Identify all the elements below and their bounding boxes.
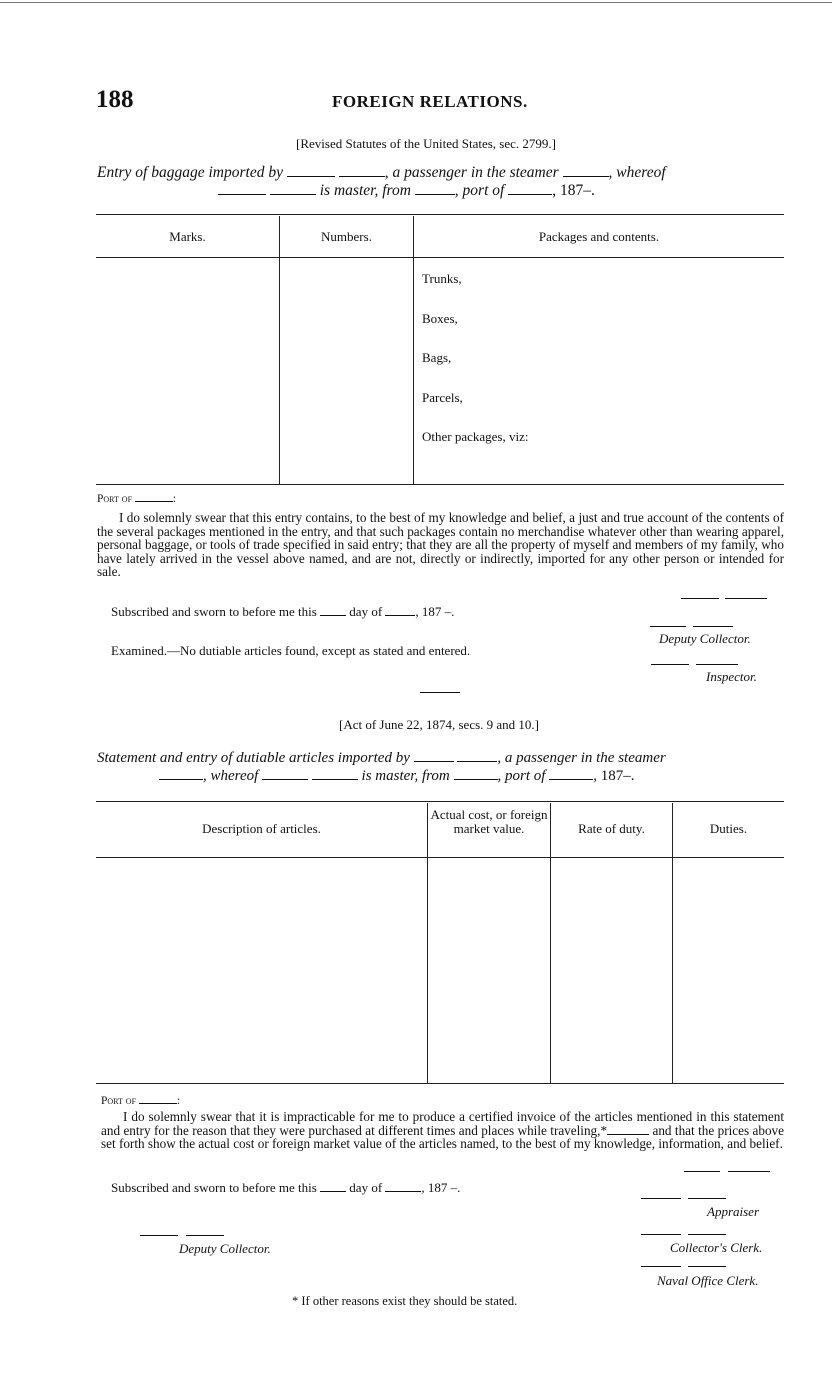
blank-field — [607, 1126, 649, 1134]
package-item: Trunks, — [422, 271, 462, 286]
blank-field — [415, 185, 455, 195]
form1-sworn: Subscribed and sworn to before me this day of , 187 –. — [111, 604, 455, 619]
signature-line — [651, 664, 689, 665]
column-divider — [279, 216, 280, 484]
column-divider — [550, 803, 551, 1083]
column-divider — [672, 803, 673, 1083]
form1-deputy-collector: Deputy Collector. — [659, 631, 751, 646]
form2-port-label: Port of : — [101, 1095, 181, 1107]
package-item: Parcels, — [422, 390, 463, 405]
table-rule — [96, 484, 784, 485]
blank-field — [414, 753, 454, 762]
top-border — [0, 2, 832, 3]
form2-oath: I do solemnly swear that it is impracticable for me to produce a certified invoice of the articles mentioned in this statement and entry for the reason that they were purchased at different times and places while traveling,* and that the prices above set forth show the actual cost or foreign market value of the articles named, to the best of my knowledge, information, and belief. — [101, 1109, 785, 1151]
blank-field — [508, 185, 552, 195]
col-header-description: Description of articles. — [202, 821, 321, 836]
signature-line — [725, 598, 767, 599]
page-number: 188 — [96, 86, 134, 113]
form2-sworn: Subscribed and sworn to before me this day of , 187 –. — [111, 1180, 461, 1195]
blank-field — [385, 1184, 421, 1192]
signature-line — [684, 1171, 720, 1172]
form1-title-line1: Entry of baggage imported by , a passenger in the steamer , whereof — [97, 164, 666, 181]
form2-naval-office-clerk: Naval Office Clerk. — [657, 1273, 759, 1288]
section-separator — [420, 692, 460, 693]
form2-title-line2: , whereof is master, from , port of , 187–. — [159, 768, 789, 785]
signature-line — [641, 1234, 681, 1235]
blank-field — [139, 1097, 177, 1104]
signature-line — [140, 1235, 178, 1236]
col-header-duties: Duties. — [709, 821, 748, 836]
form1-port-label: Port of : — [97, 493, 177, 505]
blank-field — [320, 1184, 346, 1192]
table-rule — [96, 257, 784, 258]
package-item: Bags, — [422, 350, 452, 365]
col-header-packages: Packages and contents. — [538, 229, 660, 244]
form2-collectors-clerk: Collector's Clerk. — [670, 1240, 763, 1255]
signature-line — [641, 1198, 681, 1199]
blank-field — [218, 185, 266, 195]
col-header-rate-of-duty: Rate of duty. — [578, 821, 645, 836]
signature-line — [693, 626, 733, 627]
running-title: FOREIGN RELATIONS. — [332, 92, 528, 111]
blank-field — [339, 167, 385, 177]
package-item: Other packages, viz: — [422, 429, 529, 444]
signature-line — [641, 1266, 681, 1267]
signature-line — [186, 1235, 224, 1236]
blank-field — [270, 185, 316, 195]
table-rule — [96, 801, 784, 802]
column-divider — [413, 216, 414, 484]
form1-oath: I do solemnly swear that this entry contains, to the best of my knowledge and belief, a just and true account of the contents of the several packages mentioned in the entry, and that such packages contain no merchandise whatever other than wearing apparel, personal baggage, or tools of trade specified in said entry; that they are all the property of myself and members of my family, who have lately arrived in the vessel above named, and are not, directly or indirectly, imported for any other person or intended for sale. — [97, 510, 784, 579]
col-header-marks: Marks. — [169, 229, 206, 244]
blank-field — [262, 771, 308, 780]
table-rule — [96, 857, 784, 858]
footnote: * If other reasons exist they should be stated. — [292, 1294, 518, 1308]
blank-field — [454, 771, 498, 780]
blank-field — [385, 608, 415, 616]
blank-field — [320, 608, 346, 616]
col-header-actual-cost: Actual cost, or foreign market value. — [430, 807, 548, 836]
blank-field — [287, 167, 335, 177]
column-divider — [427, 803, 428, 1083]
signature-line — [681, 598, 719, 599]
blank-field — [312, 771, 358, 780]
blank-field — [457, 753, 497, 762]
signature-line — [688, 1234, 726, 1235]
signature-line — [696, 664, 738, 665]
signature-line — [688, 1266, 726, 1267]
form2-citation: [Act of June 22, 1874, secs. 9 and 10.] — [338, 717, 539, 732]
form2-deputy-collector: Deputy Collector. — [179, 1241, 271, 1256]
table-rule — [96, 1083, 784, 1084]
form1-citation: [Revised Statutes of the United States, sec. 2799.] — [296, 136, 556, 151]
form1-inspector: Inspector. — [706, 669, 757, 684]
col-header-numbers: Numbers. — [321, 229, 372, 244]
signature-line — [650, 626, 686, 627]
blank-field — [135, 495, 173, 502]
blank-field — [159, 771, 203, 780]
signature-line — [688, 1198, 726, 1199]
package-item: Boxes, — [422, 311, 458, 326]
form1-title-line2: is master, from , port of , 187–. — [218, 182, 778, 200]
table-rule — [96, 214, 784, 215]
form1-examined: Examined.—No dutiable articles found, except as stated and entered. — [111, 643, 471, 658]
signature-line — [728, 1171, 770, 1172]
form2-appraiser: Appraiser — [707, 1204, 759, 1219]
blank-field — [563, 167, 609, 177]
form2-title-line1: Statement and entry of dutiable articles imported by , a passenger in the steamer — [97, 750, 666, 766]
blank-field — [549, 771, 593, 780]
